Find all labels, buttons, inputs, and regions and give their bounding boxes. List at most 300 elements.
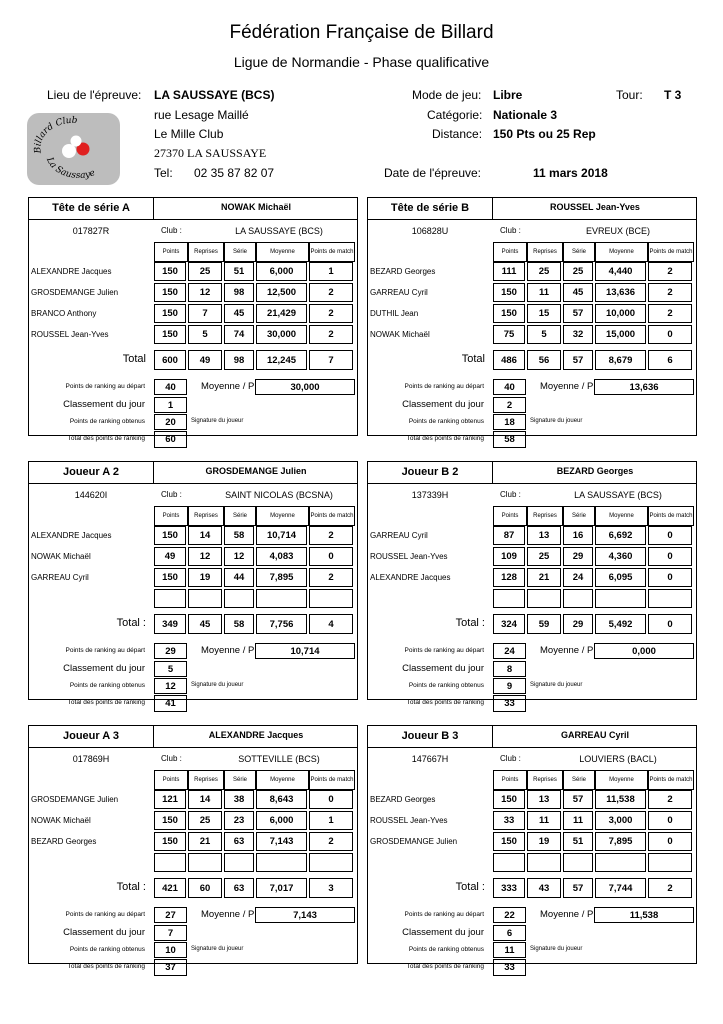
cell-pm [648, 853, 692, 872]
panel-title: Joueur B 2 [368, 462, 493, 484]
player-name: GARREAU Cyril [560, 730, 629, 740]
cell-ser [563, 853, 593, 872]
total-label: Total : [116, 617, 146, 629]
signature-label: Signature du joueur [530, 946, 583, 952]
cell-ser: 29 [563, 547, 593, 566]
cell-rep: 19 [527, 832, 561, 851]
cell-rep: 21 [527, 568, 561, 587]
cell-pm: 2 [309, 832, 353, 851]
total-pts: 600 [154, 350, 186, 370]
col-header-pm: Points de match [648, 506, 694, 526]
rank-depart-value: 27 [154, 907, 187, 923]
cell-moy: 8,643 [256, 790, 307, 809]
cell-ser: 25 [563, 262, 593, 281]
total-moy: 7,017 [256, 878, 307, 898]
col-header-ser: Série [563, 506, 595, 526]
classement-label: Classement du jour [402, 399, 484, 410]
total-pts: 349 [154, 614, 186, 634]
cell-pm: 0 [309, 547, 353, 566]
cell-pts: 121 [154, 790, 186, 809]
cell-ser: 98 [224, 283, 254, 302]
club-label: Club : [161, 490, 182, 499]
page-subtitle: Ligue de Normandie - Phase qualificative [233, 54, 490, 70]
logo-text-top: Billard Club [33, 115, 78, 154]
signature-label: Signature du joueur [530, 682, 583, 688]
player-license: 144620I [74, 490, 108, 500]
player-panel [367, 197, 697, 445]
cell-pts: 49 [154, 547, 186, 566]
date-value: 11 mars 2018 [533, 166, 608, 180]
cell-moy: 6,095 [595, 568, 646, 587]
total-rank-label: Total des points de ranking [67, 699, 145, 706]
total-rank-label: Total des points de ranking [406, 435, 484, 442]
opponent-name: ALEXANDRE Jacques [31, 267, 112, 276]
cell-rep: 5 [527, 325, 561, 344]
total-pm: 2 [648, 878, 692, 898]
opponent-name: GROSDEMANGE Julien [31, 288, 119, 297]
total-rank-label: Total des points de ranking [67, 435, 145, 442]
total-rep: 59 [527, 614, 561, 634]
cell-moy: 4,360 [595, 547, 646, 566]
col-header-pm: Points de match [309, 770, 355, 790]
cell-ser: 23 [224, 811, 254, 830]
moyenne-p-value: 7,143 [255, 907, 355, 923]
total-pts: 421 [154, 878, 186, 898]
cell-pm: 2 [648, 262, 692, 281]
rank-obtenus-value: 18 [493, 414, 526, 430]
cell-rep [188, 853, 222, 872]
cell-moy: 6,000 [256, 811, 307, 830]
cell-ser: 63 [224, 832, 254, 851]
cell-pts: 150 [154, 325, 186, 344]
cell-ser: 16 [563, 526, 593, 545]
moyenne-p-label: Moyenne / P [201, 909, 255, 920]
cell-ser: 11 [563, 811, 593, 830]
panel-divider [368, 219, 696, 220]
cell-pts: 75 [493, 325, 525, 344]
classement-value: 8 [493, 661, 526, 677]
opponent-name: DUTHIL Jean [370, 309, 419, 318]
club-logo [27, 113, 120, 185]
rank-depart-value: 40 [154, 379, 187, 395]
col-header-rep: Reprises [527, 770, 563, 790]
club-label: Club : [500, 226, 521, 235]
cell-moy: 7,895 [595, 832, 646, 851]
cell-pts: 150 [493, 304, 525, 323]
club-label: Club : [161, 226, 182, 235]
cell-moy: 7,143 [256, 832, 307, 851]
categorie-label: Catégorie: [427, 108, 483, 122]
player-name: GROSDEMANGE Julien [205, 466, 307, 476]
col-header-ser: Série [563, 770, 595, 790]
cell-ser: 74 [224, 325, 254, 344]
moyenne-p-value: 13,636 [594, 379, 694, 395]
total-moy: 12,245 [256, 350, 307, 370]
cell-pm: 2 [648, 304, 692, 323]
opponent-name: ALEXANDRE Jacques [370, 573, 451, 582]
cell-pm: 2 [309, 526, 353, 545]
total-label: Total [122, 353, 146, 365]
rank-depart-value: 24 [493, 643, 526, 659]
opponent-name: BEZARD Georges [370, 795, 436, 804]
player-club: LA SAUSSAYE (BCS) [235, 226, 323, 236]
cell-pm [309, 589, 353, 608]
player-name: BEZARD Georges [556, 466, 634, 476]
cell-moy [595, 853, 646, 872]
opponent-name: BEZARD Georges [370, 267, 436, 276]
total-ser: 57 [563, 878, 593, 898]
rank-obtenus-label: Points de ranking obtenus [69, 946, 145, 953]
player-club: SOTTEVILLE (BCS) [238, 754, 320, 764]
cell-pm: 2 [309, 304, 353, 323]
player-panel [28, 197, 358, 445]
total-ser: 58 [224, 614, 254, 634]
cell-rep: 14 [188, 526, 222, 545]
classement-value: 5 [154, 661, 187, 677]
panel-title: Joueur A 3 [29, 726, 154, 748]
cell-pts: 33 [493, 811, 525, 830]
rank-obtenus-label: Points de ranking obtenus [408, 418, 484, 425]
panel-divider [368, 483, 696, 484]
total-label: Total [461, 353, 485, 365]
cell-pm: 1 [309, 811, 353, 830]
cell-pm: 1 [309, 262, 353, 281]
cell-rep: 25 [527, 547, 561, 566]
rank-obtenus-value: 9 [493, 678, 526, 694]
address-line2: Le Mille Club [154, 127, 224, 141]
cell-moy: 12,500 [256, 283, 307, 302]
col-header-rep: Reprises [188, 770, 224, 790]
rank-obtenus-value: 10 [154, 942, 187, 958]
cell-pts [493, 853, 525, 872]
col-header-pts: Points [493, 242, 527, 262]
opponent-name: GROSDEMANGE Julien [370, 837, 458, 846]
col-header-pts: Points [154, 770, 188, 790]
total-moy: 5,492 [595, 614, 646, 634]
player-club: LOUVIERS (BACL) [579, 754, 657, 764]
tel-label: Tel: [154, 166, 173, 180]
total-pm: 7 [309, 350, 353, 370]
rank-depart-label: Points de ranking au départ [404, 383, 484, 390]
cell-moy: 6,000 [256, 262, 307, 281]
cell-rep [527, 589, 561, 608]
rank-obtenus-label: Points de ranking obtenus [69, 682, 145, 689]
col-header-pts: Points [154, 242, 188, 262]
total-rank-value: 37 [154, 959, 187, 976]
cell-pts: 150 [154, 568, 186, 587]
cell-ser [563, 589, 593, 608]
total-ser: 57 [563, 350, 593, 370]
panel-title: Joueur B 3 [368, 726, 493, 748]
cell-moy: 30,000 [256, 325, 307, 344]
cell-pts: 111 [493, 262, 525, 281]
cell-pts [154, 589, 186, 608]
cell-rep: 13 [527, 790, 561, 809]
total-label: Total : [455, 617, 485, 629]
cell-pm [309, 853, 353, 872]
cell-pm: 2 [309, 568, 353, 587]
cell-pm: 0 [648, 811, 692, 830]
cell-pts [493, 589, 525, 608]
total-ser: 98 [224, 350, 254, 370]
cell-ser: 45 [563, 283, 593, 302]
total-label: Total : [116, 881, 146, 893]
cell-ser: 44 [224, 568, 254, 587]
cell-moy [256, 853, 307, 872]
cell-pm: 0 [309, 790, 353, 809]
col-header-moy: Moyenne [256, 770, 309, 790]
tour-label: Tour: [616, 88, 643, 102]
total-rep: 60 [188, 878, 222, 898]
cell-moy [595, 589, 646, 608]
distance-value: 150 Pts ou 25 Rep [493, 127, 596, 141]
cell-moy: 4,083 [256, 547, 307, 566]
lieu-value: LA SAUSSAYE (BCS) [154, 88, 275, 102]
col-header-rep: Reprises [527, 506, 563, 526]
rank-obtenus-label: Points de ranking obtenus [408, 946, 484, 953]
cell-rep: 12 [188, 283, 222, 302]
rank-depart-label: Points de ranking au départ [404, 911, 484, 918]
cell-pm: 2 [309, 325, 353, 344]
tour-value: T 3 [664, 88, 682, 102]
panel-title: Tête de série B [368, 198, 493, 220]
col-header-pts: Points [493, 770, 527, 790]
rank-depart-label: Points de ranking au départ [404, 647, 484, 654]
col-header-pts: Points [154, 506, 188, 526]
cell-pm: 2 [648, 790, 692, 809]
total-rank-value: 41 [154, 695, 187, 712]
cell-pts: 128 [493, 568, 525, 587]
cell-ser: 57 [563, 790, 593, 809]
opponent-name: NOWAK Michaël [370, 330, 430, 339]
col-header-moy: Moyenne [595, 506, 648, 526]
opponent-name: ROUSSEL Jean-Yves [370, 816, 448, 825]
rank-obtenus-label: Points de ranking obtenus [408, 682, 484, 689]
page-title: Fédération Française de Billard [229, 22, 494, 43]
player-license: 017869H [72, 754, 110, 764]
cell-rep: 15 [527, 304, 561, 323]
total-rank-label: Total des points de ranking [67, 963, 145, 970]
col-header-moy: Moyenne [595, 242, 648, 262]
total-moy: 8,679 [595, 350, 646, 370]
col-header-ser: Série [563, 242, 595, 262]
rank-depart-label: Points de ranking au départ [65, 647, 145, 654]
classement-value: 6 [493, 925, 526, 941]
total-pts: 324 [493, 614, 525, 634]
rank-obtenus-label: Points de ranking obtenus [69, 418, 145, 425]
rank-depart-label: Points de ranking au départ [65, 383, 145, 390]
total-rep: 43 [527, 878, 561, 898]
player-club: EVREUX (BCE) [585, 226, 650, 236]
moyenne-p-label: Moyenne / P [201, 645, 255, 656]
rank-depart-label: Points de ranking au départ [65, 911, 145, 918]
total-label: Total : [455, 881, 485, 893]
classement-label: Classement du jour [63, 399, 145, 410]
cell-pts: 109 [493, 547, 525, 566]
total-rep: 56 [527, 350, 561, 370]
cell-moy: 7,895 [256, 568, 307, 587]
address-line3: 27370 LA SAUSSAYE [154, 146, 267, 160]
tel-value: 02 35 87 82 07 [194, 166, 275, 180]
player-name: ROUSSEL Jean-Yves [550, 202, 640, 212]
cell-pm: 0 [648, 547, 692, 566]
rank-obtenus-value: 11 [493, 942, 526, 958]
cell-pts: 150 [154, 526, 186, 545]
total-rank-label: Total des points de ranking [406, 699, 484, 706]
player-name: NOWAK Michaël [220, 202, 291, 212]
player-panel [367, 461, 697, 709]
cell-ser [224, 589, 254, 608]
panel-divider [29, 219, 357, 220]
cell-ser: 57 [563, 304, 593, 323]
rank-depart-value: 22 [493, 907, 526, 923]
opponent-name: GARREAU Cyril [370, 288, 428, 297]
cell-ser: 38 [224, 790, 254, 809]
panel-divider [29, 483, 357, 484]
col-header-pm: Points de match [648, 242, 694, 262]
cell-pts: 150 [154, 283, 186, 302]
panel-divider [368, 747, 696, 748]
signature-label: Signature du joueur [530, 418, 583, 424]
lieu-label: Lieu de l'épreuve: [47, 88, 142, 102]
player-license: 147667H [411, 754, 449, 764]
cell-rep: 21 [188, 832, 222, 851]
cell-rep: 14 [188, 790, 222, 809]
rank-obtenus-value: 12 [154, 678, 187, 694]
cell-rep: 25 [188, 811, 222, 830]
categorie-value: Nationale 3 [493, 108, 558, 122]
opponent-name: GROSDEMANGE Julien [31, 795, 119, 804]
moyenne-p-value: 11,538 [594, 907, 694, 923]
moyenne-p-label: Moyenne / P [540, 381, 594, 392]
mode-value: Libre [493, 88, 523, 102]
cell-rep: 5 [188, 325, 222, 344]
opponent-name: BEZARD Georges [31, 837, 97, 846]
cell-rep: 25 [188, 262, 222, 281]
cell-ser: 51 [224, 262, 254, 281]
cell-pm: 2 [309, 283, 353, 302]
classement-label: Classement du jour [63, 663, 145, 674]
col-header-pts: Points [493, 506, 527, 526]
cell-ser: 45 [224, 304, 254, 323]
cell-pm: 0 [648, 526, 692, 545]
cell-ser: 32 [563, 325, 593, 344]
col-header-pm: Points de match [309, 506, 355, 526]
cell-pts: 150 [493, 283, 525, 302]
opponent-name: GARREAU Cyril [31, 573, 89, 582]
opponent-name: NOWAK Michaël [31, 816, 91, 825]
cell-rep: 19 [188, 568, 222, 587]
moyenne-p-label: Moyenne / P [540, 645, 594, 656]
opponent-name: ALEXANDRE Jacques [31, 531, 112, 540]
total-ser: 29 [563, 614, 593, 634]
opponent-name: ROUSSEL Jean-Yves [31, 330, 109, 339]
total-rep: 45 [188, 614, 222, 634]
cell-pts: 150 [154, 811, 186, 830]
rank-depart-value: 40 [493, 379, 526, 395]
player-club: LA SAUSSAYE (BCS) [574, 490, 662, 500]
cell-moy: 21,429 [256, 304, 307, 323]
cell-rep [188, 589, 222, 608]
cell-rep: 25 [527, 262, 561, 281]
col-header-moy: Moyenne [256, 506, 309, 526]
player-panel [367, 725, 697, 973]
player-license: 106828U [411, 226, 449, 236]
moyenne-p-label: Moyenne / P [540, 909, 594, 920]
cell-ser: 12 [224, 547, 254, 566]
opponent-name: ROUSSEL Jean-Yves [370, 552, 448, 561]
opponent-name: BRANCO Anthony [31, 309, 97, 318]
club-label: Club : [500, 490, 521, 499]
total-moy: 7,756 [256, 614, 307, 634]
classement-value: 1 [154, 397, 187, 413]
col-header-ser: Série [224, 242, 256, 262]
classement-label: Classement du jour [402, 663, 484, 674]
cell-pm [648, 589, 692, 608]
cell-moy: 10,714 [256, 526, 307, 545]
cell-moy: 11,538 [595, 790, 646, 809]
col-header-moy: Moyenne [595, 770, 648, 790]
total-rep: 49 [188, 350, 222, 370]
cell-pm: 0 [648, 832, 692, 851]
cell-rep [527, 853, 561, 872]
total-pm: 0 [648, 614, 692, 634]
cell-pts: 150 [493, 790, 525, 809]
cell-moy: 6,692 [595, 526, 646, 545]
cell-ser: 51 [563, 832, 593, 851]
signature-label: Signature du joueur [191, 418, 244, 424]
cell-pts: 150 [493, 832, 525, 851]
logo-text-bottom: La Saussaye [44, 156, 97, 182]
panel-divider [29, 747, 357, 748]
total-rank-value: 58 [493, 431, 526, 448]
cell-ser: 24 [563, 568, 593, 587]
player-license: 137339H [411, 490, 449, 500]
total-pm: 4 [309, 614, 353, 634]
player-club: SAINT NICOLAS (BCSNA) [225, 490, 333, 500]
rank-obtenus-value: 20 [154, 414, 187, 430]
total-rank-value: 60 [154, 431, 187, 448]
cell-moy: 3,000 [595, 811, 646, 830]
total-pm: 6 [648, 350, 692, 370]
date-label: Date de l'épreuve: [384, 166, 482, 180]
col-header-rep: Reprises [527, 242, 563, 262]
total-pts: 486 [493, 350, 525, 370]
signature-label: Signature du joueur [191, 682, 244, 688]
distance-label: Distance: [432, 127, 483, 141]
classement-label: Classement du jour [402, 927, 484, 938]
cell-pts: 150 [154, 832, 186, 851]
address-line1: rue Lesage Maillé [154, 108, 249, 122]
moyenne-p-value: 30,000 [255, 379, 355, 395]
cell-pm: 2 [648, 283, 692, 302]
cell-ser: 58 [224, 526, 254, 545]
cell-rep: 13 [527, 526, 561, 545]
cell-ser [224, 853, 254, 872]
moyenne-p-value: 10,714 [255, 643, 355, 659]
col-header-ser: Série [224, 770, 256, 790]
player-license: 017827R [72, 226, 110, 236]
opponent-name: GARREAU Cyril [370, 531, 428, 540]
cell-pts: 87 [493, 526, 525, 545]
club-label: Club : [500, 754, 521, 763]
total-pm: 3 [309, 878, 353, 898]
cell-rep: 11 [527, 283, 561, 302]
total-rank-label: Total des points de ranking [406, 963, 484, 970]
player-name: ALEXANDRE Jacques [208, 730, 304, 740]
classement-value: 2 [493, 397, 526, 413]
classement-value: 7 [154, 925, 187, 941]
